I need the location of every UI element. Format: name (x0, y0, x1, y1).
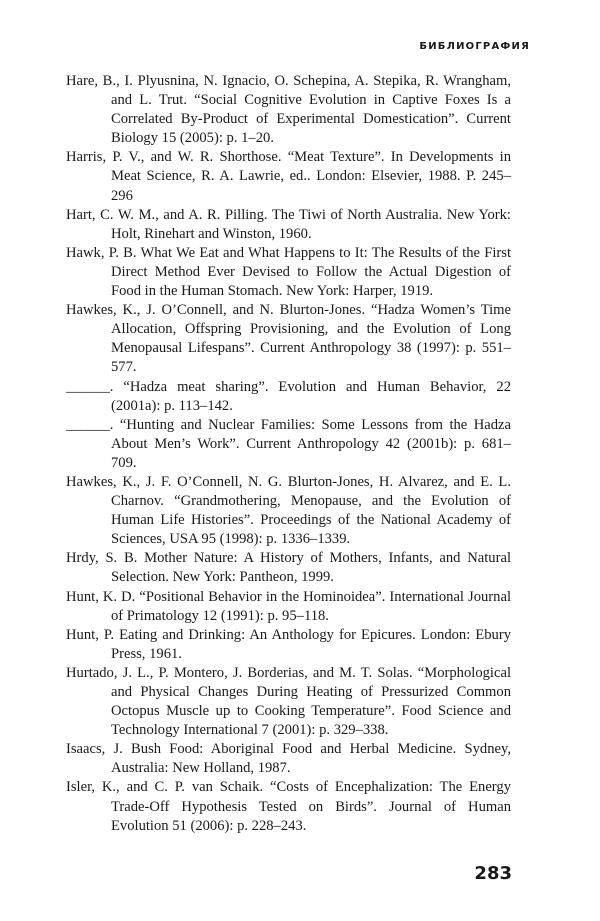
bibliography-entry: Hawkes, K., J. F. O’Connell, N. G. Blurton-Jones, H. Alvarez, and E. L. Charnov. “Grandmothering, Menopause, and the Evolution of Human Life Histories”. Proceedings of the National Academy of Sciences, USA 95 (1998): p. 1336–1339. (66, 473, 511, 548)
bibliography-entry: Isler, K., and C. P. van Schaik. “Costs of Encephalization: The Energy Trade-Off Hypothesis Tested on Birds”. Journal of Human Evolution 51 (2006): p. 228–243. (66, 779, 511, 834)
bibliography-list (66, 72, 511, 836)
bibliography-entry: Hare, B., I. Plyusnina, N. Ignacio, O. Schepina, A. Stepika, R. Wrangham, and L. Trut. “Social Cognitive Evolution in Captive Foxes Is a Correlated By-Product of Experimental Domestication”. Current Biology 15 (2005): p. 1–20. (66, 73, 511, 147)
bibliography-entry: Hawk, P. B. What We Eat and What Happens to It: The Results of the First Direct Method Ever Devised to Follow the Actual Digestion of Food in the Human Stomach. New York: Harper, 1919. (66, 244, 511, 300)
page-number: 283 (474, 863, 512, 884)
bibliography-entry: Harris, P. V., and W. R. Shorthose. “Meat Texture”. In Developments in Meat Science, R. A. Lawrie, ed.. London: Elsevier, 1988. P. 245–296 (66, 149, 511, 204)
bibliography-entry: Hunt, K. D. “Positional Behavior in the Hominoidea”. International Journal of Primatology 12 (1991): p. 95–118. (66, 588, 511, 624)
bibliography-entry: Hrdy, S. B. Mother Nature: A History of Mothers, Infants, and Natural Selection. New York: Pantheon, 1999. (66, 550, 511, 586)
bibliography-entry: ______. “Hunting and Nuclear Families: Some Lessons from the Hadza About Men’s Work”. Current Anthropology 42 (2001b): p. 681–709. (66, 416, 511, 471)
bibliography-entry: ______. “Hadza meat sharing”. Evolution and Human Behavior, 22 (2001a): p. 113–142. (66, 378, 511, 414)
bibliography-entry: Hawkes, K., J. O’Connell, and N. Blurton-Jones. “Hadza Women’s Time Allocation, Offspring Provisioning, and the Evolution of Long Menopausal Lifespans”. Current Anthropology 38 (1997): p. 551–577. (66, 302, 511, 376)
bibliography-entry: Hurtado, J. L., P. Montero, J. Borderias, and M. T. Solas. “Morphological and Physical Changes During Heating of Pressurized Common Octopus Muscle up to Cooking Temperature”. Food Science and Technology International 7 (2001): p. 329–338. (66, 664, 511, 739)
running-header: БИБЛИОГРАФИЯ (419, 41, 530, 52)
bibliography-entry: Hunt, P. Eating and Drinking: An Anthology for Epicures. London: Ebury Press, 1961. (66, 626, 511, 662)
bibliography-entry: Isaacs, J. Bush Food: Aboriginal Food and Herbal Medicine. Sydney, Australia: New Holland, 1987. (66, 741, 511, 777)
bibliography-entry: Hart, C. W. M., and A. R. Pilling. The Tiwi of North Australia. New York: Holt, Rinehart and Winston, 1960. (66, 206, 511, 242)
